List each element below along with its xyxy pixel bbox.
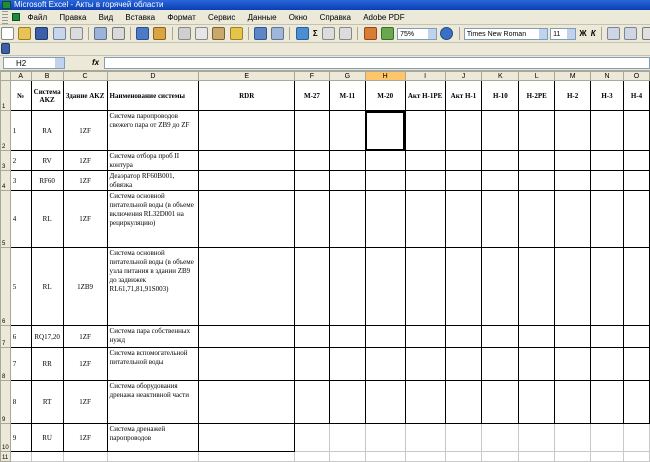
header-cell[interactable]: RDR (199, 81, 295, 111)
cell-building[interactable]: 1ZB9 (63, 248, 107, 326)
cell-number[interactable]: 2 (10, 151, 31, 171)
select-all-corner[interactable] (1, 72, 11, 81)
cell[interactable] (555, 191, 591, 248)
cell[interactable] (295, 452, 330, 462)
col-header-k[interactable]: K (482, 72, 519, 81)
header-cell[interactable]: H-2РЕ (519, 81, 555, 111)
save-icon[interactable] (35, 27, 48, 40)
toolbar-separator (289, 27, 290, 40)
cell-number[interactable]: 6 (10, 326, 31, 348)
row-header[interactable]: 4 (1, 171, 11, 191)
autosum-icon[interactable]: Σ (312, 29, 318, 38)
cell[interactable] (329, 171, 365, 191)
cell[interactable] (405, 151, 445, 171)
cell[interactable] (519, 326, 555, 348)
cell[interactable] (591, 381, 624, 424)
cell[interactable] (591, 151, 624, 171)
hyperlink-icon[interactable] (296, 27, 309, 40)
cell[interactable] (591, 348, 624, 381)
cell[interactable] (591, 191, 624, 248)
copy-icon[interactable] (195, 27, 208, 40)
table-row (1, 248, 650, 326)
cell[interactable] (482, 424, 519, 452)
toolbar-separator (172, 27, 173, 40)
cell-system[interactable]: RQ17,20 (31, 326, 63, 348)
col-header-j[interactable]: J (445, 72, 482, 81)
cell[interactable] (405, 248, 445, 326)
sort-descending-icon[interactable] (339, 27, 352, 40)
cell[interactable] (63, 452, 107, 462)
header-cell[interactable]: Акт H-1 (445, 81, 482, 111)
format-painter-icon[interactable] (230, 27, 243, 40)
cell[interactable] (555, 171, 591, 191)
cell[interactable] (482, 248, 519, 326)
header-cell[interactable]: H-4 (623, 81, 649, 111)
email-icon[interactable] (70, 27, 83, 40)
cell[interactable] (405, 381, 445, 424)
header-cell[interactable]: № (10, 81, 31, 111)
cell[interactable] (329, 111, 365, 151)
cell[interactable] (555, 424, 591, 452)
cell[interactable] (445, 151, 482, 171)
active-cell[interactable] (365, 111, 405, 151)
cell[interactable] (329, 348, 365, 381)
cell[interactable] (405, 191, 445, 248)
col-header-d[interactable]: D (107, 72, 199, 81)
cell[interactable] (329, 452, 365, 462)
formula-input[interactable] (104, 57, 650, 69)
cell[interactable] (591, 248, 624, 326)
cell[interactable] (519, 248, 555, 326)
cell[interactable] (199, 452, 295, 462)
research-icon[interactable] (153, 27, 166, 40)
cell[interactable] (482, 381, 519, 424)
col-header-c[interactable]: C (63, 72, 107, 81)
cell[interactable] (482, 191, 519, 248)
cell[interactable] (623, 111, 649, 151)
font-name-value: Times New Roman (466, 31, 527, 38)
name-box-value: H2 (16, 59, 27, 68)
cell[interactable] (365, 191, 405, 248)
bold-button[interactable]: Ж (579, 29, 587, 38)
cell[interactable] (199, 151, 295, 171)
header-cell[interactable]: H-10 (482, 81, 519, 111)
cell[interactable] (591, 424, 624, 452)
cell[interactable] (295, 326, 330, 348)
cell[interactable] (295, 248, 330, 326)
cell[interactable] (199, 248, 295, 326)
row-header[interactable]: 2 (1, 111, 11, 151)
cell-system[interactable]: RL (31, 248, 63, 326)
cell[interactable] (623, 452, 649, 462)
header-cell[interactable]: Здание AKZ (63, 81, 107, 111)
cell-description[interactable]: Система дренажей паропроводов (107, 424, 199, 452)
name-box[interactable] (3, 57, 65, 69)
cell-description[interactable]: Система основной питательной воды (в объеме узла питания в здании ZB9 до задвижек RL61,71,81,91S003) (107, 248, 199, 326)
cell[interactable] (591, 171, 624, 191)
spreadsheet-grid (0, 71, 650, 462)
cell[interactable] (623, 348, 649, 381)
toolbar-separator (459, 27, 460, 40)
menu-edit[interactable]: Правка (59, 13, 87, 22)
row-header[interactable]: 7 (1, 326, 11, 348)
cell[interactable] (555, 381, 591, 424)
table-row (1, 452, 650, 462)
chevron-down-icon[interactable] (55, 58, 64, 68)
sheet-table (0, 71, 650, 462)
table-row (1, 424, 650, 452)
cell[interactable] (295, 191, 330, 248)
cell[interactable] (555, 248, 591, 326)
cell[interactable] (445, 191, 482, 248)
cell-system[interactable]: RV (31, 151, 63, 171)
menu-window[interactable]: Окно (288, 13, 308, 22)
cell-number[interactable]: 7 (10, 348, 31, 381)
cell[interactable] (405, 348, 445, 381)
cell[interactable] (482, 171, 519, 191)
header-cell[interactable]: M-27 (295, 81, 330, 111)
table-row (1, 348, 650, 381)
column-header-row (1, 72, 650, 81)
cell[interactable] (329, 326, 365, 348)
cell[interactable] (199, 191, 295, 248)
cell[interactable] (623, 151, 649, 171)
cell[interactable] (623, 171, 649, 191)
table-row (1, 151, 650, 171)
cell[interactable] (405, 452, 445, 462)
cell[interactable] (365, 326, 405, 348)
col-header-f[interactable]: F (295, 72, 330, 81)
cell[interactable] (295, 151, 330, 171)
cell-description[interactable]: Деаэратор RF60B001, обвязка (107, 171, 199, 191)
cell-building[interactable]: 1ZF (63, 326, 107, 348)
cell[interactable] (329, 424, 365, 452)
cell[interactable] (591, 111, 624, 151)
header-cell[interactable]: Акт H-1РЕ (405, 81, 445, 111)
chevron-down-icon[interactable] (539, 29, 547, 39)
table-row (1, 191, 650, 248)
permission-icon[interactable] (53, 27, 66, 40)
spelling-icon[interactable] (136, 27, 149, 40)
cell[interactable] (199, 381, 295, 424)
cell[interactable] (445, 171, 482, 191)
cell[interactable] (623, 381, 649, 424)
cell-building[interactable]: 1ZF (63, 381, 107, 424)
cell[interactable] (405, 171, 445, 191)
cell[interactable] (365, 171, 405, 191)
cell[interactable] (623, 248, 649, 326)
help-icon[interactable] (440, 27, 453, 40)
align-icon[interactable] (607, 27, 620, 40)
cell[interactable] (365, 348, 405, 381)
zoom-select[interactable] (397, 28, 437, 40)
table-row (1, 326, 650, 348)
cell-number[interactable]: 8 (10, 381, 31, 424)
row-header[interactable]: 3 (1, 151, 11, 171)
header-cell[interactable]: Наименование системы (107, 81, 199, 111)
cell[interactable] (199, 111, 295, 151)
row-header[interactable]: 10 (1, 424, 11, 452)
header-row (1, 81, 650, 111)
zoom-value: 75% (400, 31, 415, 38)
cell[interactable] (555, 151, 591, 171)
font-size-select[interactable] (550, 28, 576, 40)
cell[interactable] (405, 424, 445, 452)
menu-help[interactable]: Справка (319, 13, 351, 22)
cell[interactable] (10, 452, 31, 462)
cell[interactable] (519, 381, 555, 424)
row-header[interactable]: 6 (1, 248, 11, 326)
cell[interactable] (295, 111, 330, 151)
cell[interactable] (329, 248, 365, 326)
cell[interactable] (445, 424, 482, 452)
cell[interactable] (555, 111, 591, 151)
row-header[interactable]: 1 (1, 81, 11, 111)
col-header-l[interactable]: L (519, 72, 555, 81)
cell[interactable] (405, 111, 445, 151)
title-bar (0, 0, 650, 10)
row-header[interactable]: 8 (1, 348, 11, 381)
italic-button[interactable]: К (590, 29, 596, 38)
cell[interactable] (199, 424, 295, 452)
workbook-icon[interactable] (12, 13, 20, 21)
menu-data[interactable]: Данные (247, 13, 277, 22)
cell[interactable] (519, 171, 555, 191)
cell[interactable] (445, 381, 482, 424)
cell-building[interactable]: 1ZF (63, 111, 107, 151)
cell-system[interactable]: RR (31, 348, 63, 381)
cell[interactable] (329, 151, 365, 171)
cell[interactable] (365, 381, 405, 424)
cell[interactable] (482, 348, 519, 381)
cell[interactable] (519, 348, 555, 381)
cell[interactable] (295, 381, 330, 424)
cell[interactable] (519, 151, 555, 171)
cell[interactable] (555, 348, 591, 381)
menu-grip-icon (2, 11, 8, 24)
cell[interactable] (591, 326, 624, 348)
cell-number[interactable]: 3 (10, 171, 31, 191)
cell[interactable] (482, 111, 519, 151)
chevron-down-icon[interactable] (567, 29, 575, 39)
header-cell[interactable]: H-3 (591, 81, 624, 111)
cell-number[interactable]: 1 (10, 111, 31, 151)
menu-bar (0, 10, 650, 25)
cell[interactable] (623, 191, 649, 248)
row-header[interactable]: 9 (1, 381, 11, 424)
col-header-h[interactable]: H (365, 72, 405, 81)
merge-center-icon[interactable] (624, 27, 637, 40)
cell[interactable] (107, 452, 199, 462)
table-row (1, 171, 650, 191)
toolbar-separator (130, 27, 131, 40)
toolbar-separator (248, 27, 249, 40)
font-name-select[interactable] (464, 28, 548, 40)
toolbar-separator (601, 27, 602, 40)
menu-view[interactable]: Вид (98, 13, 114, 22)
cell[interactable] (365, 424, 405, 452)
cell[interactable] (482, 326, 519, 348)
header-cell[interactable]: H-2 (555, 81, 591, 111)
toolbar-separator (357, 27, 358, 40)
menu-tools[interactable]: Сервис (207, 13, 236, 22)
open-icon[interactable] (18, 27, 31, 40)
cell[interactable] (519, 452, 555, 462)
cell-system[interactable]: RF60 (31, 171, 63, 191)
toolbar-separator (88, 27, 89, 40)
row-header[interactable]: 5 (1, 191, 11, 248)
col-header-e[interactable]: E (199, 72, 295, 81)
cell[interactable] (329, 191, 365, 248)
cell-system[interactable]: RU (31, 424, 63, 452)
col-header-m[interactable]: M (555, 72, 591, 81)
cell[interactable] (295, 348, 330, 381)
font-size-value: 11 (553, 31, 561, 38)
chevron-down-icon[interactable] (428, 29, 436, 39)
cell[interactable] (405, 326, 445, 348)
cell[interactable] (519, 424, 555, 452)
cell-building[interactable]: 1ZF (63, 191, 107, 248)
cell[interactable] (555, 326, 591, 348)
redo-icon[interactable] (271, 27, 284, 40)
col-header-b[interactable]: B (31, 72, 63, 81)
cut-icon[interactable] (178, 27, 191, 40)
cell[interactable] (329, 381, 365, 424)
cell[interactable] (623, 424, 649, 452)
excel-app-icon (2, 1, 11, 9)
header-cell[interactable]: M-20 (365, 81, 405, 111)
col-header-g[interactable]: G (329, 72, 365, 81)
cell-building[interactable]: 1ZF (63, 424, 107, 452)
col-header-a[interactable]: A (10, 72, 31, 81)
row-header[interactable]: 11 (1, 452, 11, 462)
header-cell[interactable]: Система AKZ (31, 81, 63, 111)
cell-number[interactable]: 4 (10, 191, 31, 248)
chart-wizard-icon[interactable] (364, 27, 377, 40)
window-title: Microsoft Excel - Акты в горячей области (14, 0, 164, 9)
col-header-n[interactable]: N (591, 72, 624, 81)
formula-bar (0, 56, 650, 71)
cell[interactable] (445, 326, 482, 348)
cell-system[interactable]: RA (31, 111, 63, 151)
cell[interactable] (445, 248, 482, 326)
cell[interactable] (555, 452, 591, 462)
cell[interactable] (31, 452, 63, 462)
cell[interactable] (445, 348, 482, 381)
fx-icon[interactable]: fx (92, 58, 100, 67)
cell-description[interactable]: Система пара собственных нужд (107, 326, 199, 348)
secondary-toolbar (0, 43, 650, 56)
pdf-convert-icon[interactable] (1, 43, 10, 54)
table-row (1, 381, 650, 424)
cell[interactable] (445, 111, 482, 151)
cell[interactable] (199, 171, 295, 191)
cell[interactable] (365, 248, 405, 326)
cell[interactable] (365, 151, 405, 171)
print-preview-icon[interactable] (112, 27, 125, 40)
cell[interactable] (199, 326, 295, 348)
cell[interactable] (482, 151, 519, 171)
menu-insert[interactable]: Вставка (125, 13, 156, 22)
drawing-icon[interactable] (381, 27, 394, 40)
borders-icon[interactable] (642, 27, 650, 40)
cell[interactable] (519, 191, 555, 248)
cell-system[interactable]: RT (31, 381, 63, 424)
standard-toolbar (0, 25, 650, 43)
cell-description[interactable]: Система основной питательной воды (в объеме включения RL32D001 на рециркуляцию) (107, 191, 199, 248)
cell-building[interactable]: 1ZF (63, 151, 107, 171)
cell-description[interactable]: Система отбора проб II контура (107, 151, 199, 171)
cell-number[interactable]: 9 (10, 424, 31, 452)
cell[interactable] (482, 452, 519, 462)
cell[interactable] (519, 111, 555, 151)
new-icon[interactable] (1, 27, 14, 40)
cell[interactable] (295, 424, 330, 452)
cell-building[interactable]: 1ZF (63, 171, 107, 191)
cell-number[interactable]: 5 (10, 248, 31, 326)
menu-file[interactable]: Файл (27, 13, 48, 22)
sort-ascending-icon[interactable] (322, 27, 335, 40)
cell[interactable] (445, 452, 482, 462)
col-header-i[interactable]: I (405, 72, 445, 81)
header-cell[interactable]: M-11 (329, 81, 365, 111)
cell[interactable] (199, 348, 295, 381)
undo-icon[interactable] (254, 27, 267, 40)
cell-description[interactable]: Система паропроводов свежего пара от ZB9 до ZF (107, 111, 199, 151)
menu-format[interactable]: Формат (167, 13, 196, 22)
menu-adobe-pdf[interactable]: Adobe PDF (363, 13, 405, 22)
col-header-o[interactable]: O (623, 72, 649, 81)
cell-building[interactable]: 1ZF (63, 348, 107, 381)
paste-icon[interactable] (212, 27, 225, 40)
table-row (1, 111, 650, 151)
cell[interactable] (295, 171, 330, 191)
print-icon[interactable] (94, 27, 107, 40)
cell[interactable] (591, 452, 624, 462)
cell[interactable] (365, 452, 405, 462)
cell-system[interactable]: RL (31, 191, 63, 248)
cell[interactable] (623, 326, 649, 348)
cell-description[interactable]: Система оборудования дренажа неактивной части (107, 381, 199, 424)
cell-description[interactable]: Система вспомогательной питательной воды (107, 348, 199, 381)
